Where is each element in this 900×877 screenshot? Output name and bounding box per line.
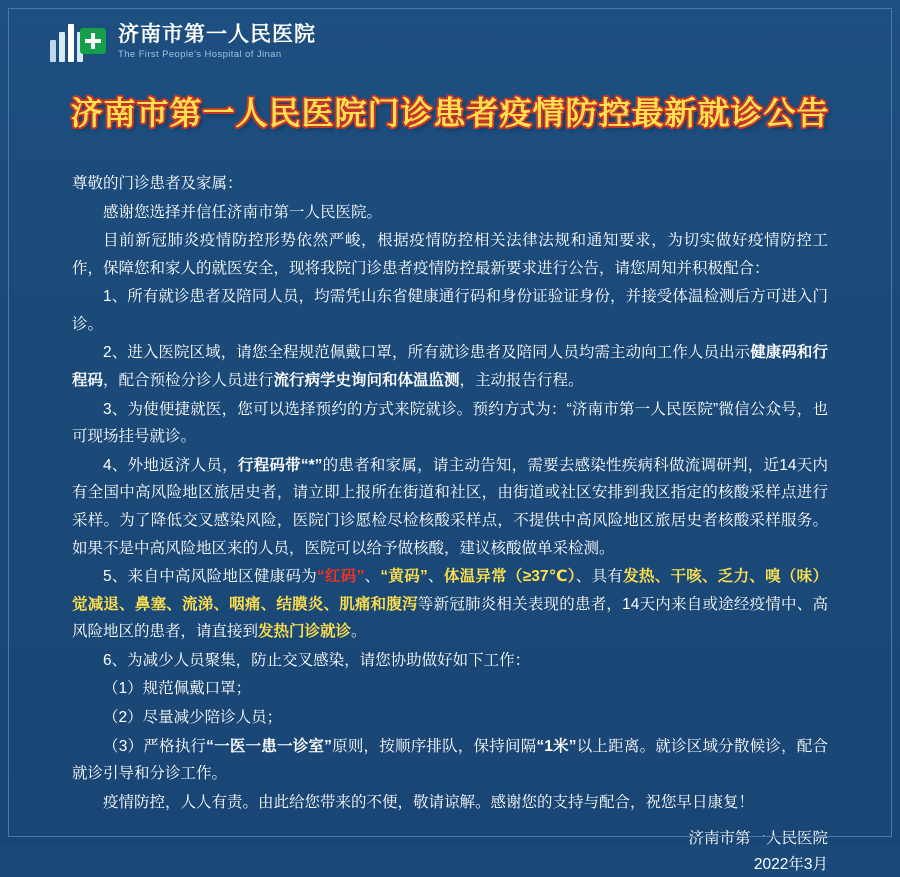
item5-fever-clinic: 发热门诊就诊 (258, 623, 352, 641)
item2-text-b: ，配合预检分诊人员进行 (103, 372, 274, 390)
sub3-text-c: 以上距离。就诊区域分散候诊，配合就诊引导和分诊工作。 (72, 737, 828, 783)
item4-bold-1: 行程码带“*” (237, 456, 323, 474)
hospital-name-cn: 济南市第一人民医院 (118, 23, 316, 47)
list-item-3: 3、为使便捷就医，您可以选择预约的方式来院就诊。预约方式为：“济南市第一人民医院”微信公众号，也可现场挂号就诊。 (72, 400, 828, 446)
poster-header (0, 0, 900, 62)
para-intro: 目前新冠肺炎疫情防控形势依然严峻，根据疫情防控相关法律法规和通知要求，为切实做好疫情防控工作，保障您和家人的就医安全，现将我院门诊患者疫情防控最新要求进行公告，请您周知并积极配合： (72, 232, 828, 277)
item5-yellow-code: “黄码” (380, 568, 428, 586)
sub3-bold-1: “一医一患一诊室” (206, 737, 332, 755)
item2-text-a: 2、进入医院区域，请您全程规范佩戴口罩，所有就诊患者及陪同人员均需主动向工作人员出示 (103, 344, 751, 362)
item5-text-a: 5、来自中高风险地区健康码为 (103, 568, 317, 586)
sub3-bold-2: “1米” (536, 737, 577, 755)
item5-symptoms: 发热、干咳、乏力、嗅（味）觉减退、鼻塞、流涕、咽痛、结膜炎、肌痛和腹泻 (72, 568, 828, 613)
item2-bold-1: 健康码和行程码 (72, 344, 828, 390)
hospital-logo-icon (50, 20, 106, 64)
signature-block (0, 826, 828, 877)
para-thanks: 感谢您选择并信任济南市第一人民医院。 (103, 203, 383, 221)
item5-sep-2: 、 (427, 568, 444, 586)
item5-text-c: 等新冠肺炎相关表现的患者，14天内来自或途经疫情中、高风险地区的患者，请直接到 (72, 595, 828, 641)
hospital-identity (118, 24, 316, 59)
item2-bold-2: 流行病学史询问和体温监测 (273, 372, 460, 390)
signature-org: 济南市第一人民医院 (688, 830, 828, 848)
list-item-1: 1、所有就诊患者及陪同人员，均需凭山东省健康通行码和身份证验证身份，并接受体温检测后方可进入门诊。 (72, 288, 828, 333)
sub-item-1: （1）规范佩戴口罩； (103, 680, 252, 698)
title-area (0, 88, 900, 134)
signature-date: 2022年3月 (753, 855, 828, 873)
sub3-text-a: （3）严格执行 (103, 737, 207, 755)
item5-sep-1: 、 (364, 568, 381, 586)
hospital-name-en: The First People's Hospital of Jinan (118, 48, 282, 60)
list-item-5 (72, 563, 828, 646)
announcement-body (72, 170, 828, 816)
sub-item-3 (72, 733, 828, 788)
list-item-4 (72, 452, 828, 562)
item5-temp-abnormal: 体温异常（≥37℃） (443, 568, 576, 586)
list-item-2 (72, 339, 828, 394)
salutation: 尊敬的门诊患者及家属： (72, 175, 243, 192)
page-title: 济南市第一人民医院门诊患者疫情防控最新就诊公告 (70, 95, 830, 131)
item4-text-b: 的患者和家属，请主动告知，需要去感染性疾病科做流调研判，近14天内有全国中高风险地区旅居史者，请立即上报所在街道和社区，由街道或社区安排到我区指定的核酸采样点进行采样。为了降低交叉感染风险，医院门诊愿检尽检核酸采样点，不提供中高风险地区旅居史者核酸采样服务。如果不是中高风险地区来的人员，医院可以给予做核酸，建议核酸做单采检测。 (72, 456, 828, 557)
item4-text-a: 4、外地返济人员， (103, 456, 238, 474)
sub3-text-b: 原则，按顺序排队，保持间隔 (331, 737, 537, 755)
item5-red-code: “红码” (317, 568, 365, 586)
closing-paragraph: 疫情防控，人人有责。由此给您带来的不便，敬请谅解。感谢您的支持与配合，祝您早日康复！ (103, 793, 755, 811)
sub-item-2: （2）尽量减少陪诊人员； (103, 708, 283, 726)
item5-text-b: 、具有 (575, 568, 624, 586)
medical-cross-icon (80, 28, 106, 54)
item5-text-d: 。 (351, 623, 367, 641)
list-item-6: 6、为减少人员聚集，防止交叉感染，请您协助做好如下工作： (103, 651, 531, 669)
item2-text-c: ，主动报告行程。 (459, 372, 584, 390)
